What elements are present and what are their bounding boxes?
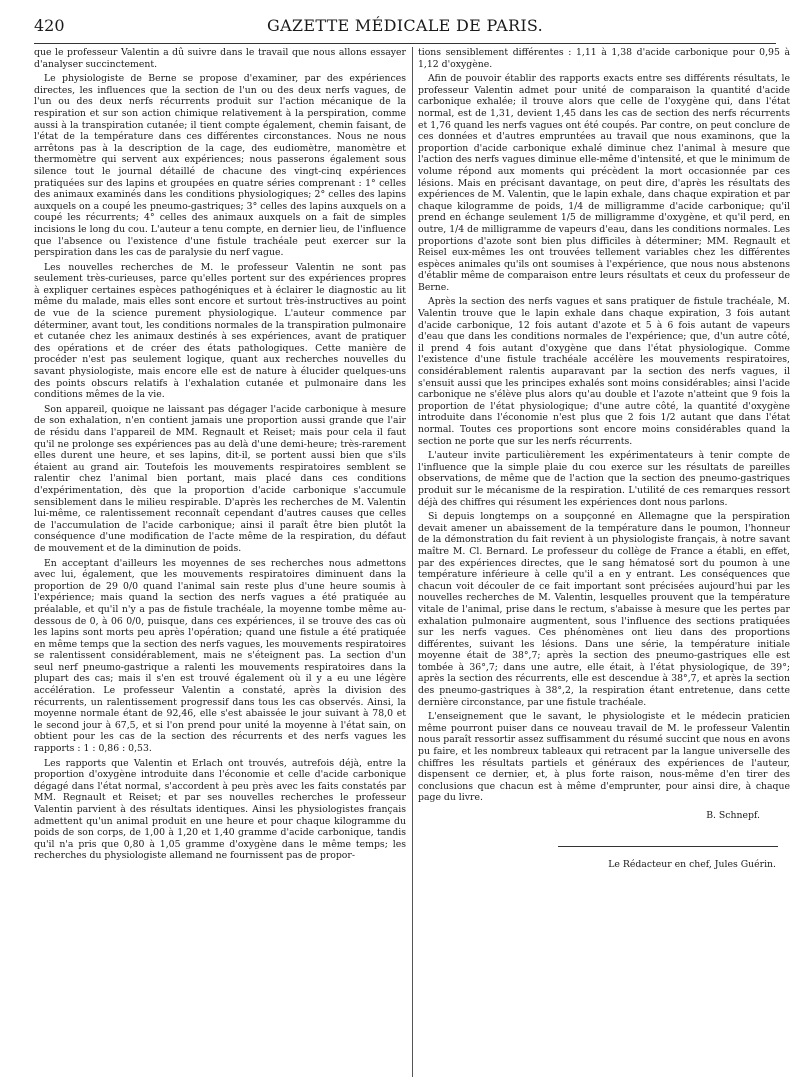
left-column [34,47,406,1077]
author-signature: B. Schnepf. [706,810,760,821]
paragraph: Si depuis longtemps on a soupçonné en Allemagne que la perspiration devait amener un abaissement de la température dans le poumon, l'honneur de la démonstration du fait revient à un physiologiste français, à notre savant maître M. Cl. Bernard. Le professeur du collège de France a établi, en effet, par des expériences directes, que le sang hématosé sort du poumon à une température inférieure à celle qu'il a en y entrant. Les conséquences que chacun voit découler de ce fait important sont précisées aujourd'hui par les nouvelles recherches de M. Valentin, lesquelles prouvent que la température vitale de l'animal, prise dans le rectum, s'abaisse à mesure que les pertes par exhalation pulmonaire augmentent, sous l'influence des sections pratiquées sur les nerfs vagues. Ces phénomènes ont lieu dans des proportions différentes, suivant les lésions. Dans une série, la température initiale moyenne était de 38°,7; après la section des pneumo-gastriques elle est tombée à 36°,7; dans une autre, elle était, à l'état physiologique, de 39°; après la section des récurrents, elle est descendue à 38°,7, et après la section des pneumo-gastriques à 38°,2, la respiration étant entretenue, dans cette dernière circonstance, par une fistule trachéale. [418,511,790,708]
page-header [34,14,776,44]
paragraph: L'enseignement que le savant, le physiologiste et le médecin praticien même pourront puiser dans ce nouveau travail de M. le professeur Valentin nous paraît ressortir assez suffisamment du résumé succint que nous en avons pu faire, et les nombreux tableaux qui retracent par la langue universelle des chiffres les résultats partiels et généraux des expériences de l'auteur, dispensent ce dernier, et, à plus forte raison, nous-même d'en tirer des conclusions que chacun est à même d'emprunter, pour ainsi dire, à chaque page du livre. [418,711,790,804]
paragraph: Les rapports que Valentin et Erlach ont trouvés, autrefois déjà, entre la proportion d'oxygène introduite dans l'économie et celle d'acide carbonique dégagé dans l'état normal, s'accordent à peu près avec les faits constatés par MM. Regnault et Reiset; et par ses nouvelles recherches le professeur Valentin parvient à des résultats identiques. Ainsi les physiologistes français admettent qu'un animal produit en une heure et pour chaque kilogramme du poids de son corps, de 1,00 à 1,20 et 1,40 gramme d'acide carbonique, tandis qu'il n'a pris que 0,80 à 1,05 gramme d'oxygène dans le même temps; les recherches du physiologiste allemand ne fournissent pas de propor- [34,757,406,862]
paragraph: L'auteur invite particulièrement les expérimentateurs à tenir compte de l'influence que la simple plaie du cou exerce sur les résultats de pareilles observations, de même que de l'action que la section des pneumo-gastriques produit sur le mécanisme de la respiration. L'utilité de ces remarques ressort déjà des chiffres qui résument les expériences dont nous parlons. [418,450,790,508]
paragraph: Les nouvelles recherches de M. le professeur Valentin ne sont pas seulement très-curieuses, parce qu'elles portent sur des expériences propres à expliquer certaines espèces pathogéniques et à éclairer le diagnostic au lit même du malade, mais elles sont encore et surtout très-instructives au point de vue de la science purement physiologique. L'auteur commence par déterminer, avant tout, les conditions normales de la transpiration pulmonaire et cutanée chez les animaux destinés à ses expériences, avant de pratiquer des opérations et de créer des états pathologiques. Cette manière de procéder n'est pas seulement logique, quant aux recherches nouvelles du savant physiologiste, mais encore elle est de nature à élucider quelques-uns des points obscurs relatifs à l'exhalation cutanée et pulmonaire dans les conditions mêmes de la vie. [34,261,406,401]
paragraph: Afin de pouvoir établir des rapports exacts entre ses différents résultats, le professeur Valentin admet pour unité de comparaison la quantité d'acide carbonique exhalée; il trouve alors que celle de l'oxygène qui, dans l'état normal, est de 1,31, devient 1,45 dans les cas de section des nerfs récurrents et 1,76 quand les nerfs vagues ont été coupés. Par contre, on peut conclure de ces données et d'autres empruntées au travail que nous examinons, que la proportion d'acide carbonique exhalé diminue chez l'animal à mesure que l'action des nerfs vagues diminue elle-même d'intensité, et que le minimum de volume répond aux moments qui précèdent la mort occasionnée par ces lésions. Mais en précisant davantage, on peut dire, d'après les résultats des expériences de M. Valentin, que le lapin exhale, dans chaque expiration et par chaque kilogramme de poids, 1/4 de milligramme d'acide carbonique; qu'il prend en échange seulement 1/5 de milligramme d'oxygène, et qu'il perd, en outre, 1/4 de milligramme de vapeurs d'eau, dans les conditions normales. Les proportions d'azote sont bien plus difficiles à déterminer; MM. Regnault et Reisel eux-mêmes les ont trouvées tellement variables chez les différentes espèces animales qu'ils ont soumises à l'expérience, que nous nous abstenons d'établir même de comparaison entre leurs résultats et ceux du professeur de Berne. [418,73,790,293]
divider [558,846,778,847]
paragraph: Son appareil, quoique ne laissant pas dégager l'acide carbonique à mesure de son exhalation, n'en contient jamais une proportion aussi grande que l'air de résidu dans l'appareil de MM. Regnault et Reiset; mais pour cela il faut qu'il ne prolonge ses expériences pas au delà d'une demi-heure; très-rarement elles durent une heure, et ses lapins, dit-il, se portent aussi bien que s'ils étaient au grand air. Toutefois les mouvements respiratoires semblent se ralentir chez l'animal bien portant, mais placé dans ces conditions d'expérimentation, dès que la proportion d'acide carbonique s'accumule sensiblement dans le milieu respirable. D'après les recherches de M. Valentin lui-même, ce ralentissement reconnaît cependant d'autres causes que celles de l'accumulation de l'acide carbonique; ainsi il paraît être bien plutôt la conséquence d'une modification de l'acte même de la respiration, du défaut de mouvement et de la diminution de poids. [34,403,406,554]
article-body [34,47,790,1077]
paragraph: que le professeur Valentin a dû suivre dans le travail que nous allons essayer d'analyser succinctement. [34,47,406,70]
running-title: GAZETTE MÉDICALE DE PARIS. [266,16,544,35]
paragraph: Après la section des nerfs vagues et sans pratiquer de fistule trachéale, M. Valentin trouve que le lapin exhale dans chaque expiration, 3 fois autant d'acide carbonique, 12 fois autant d'azote et 5 à 6 fois autant de vapeurs d'eau que dans les conditions normales de l'expérience; que, d'un autre côté, il prend 4 fois autant d'oxygène que dans l'état physiologique. Comme l'existence d'une fistule trachéale accélère les mouvements respiratoires, considérablement ralentis auparavant par la section des nerfs vagues, il s'ensuit aussi que les principes exhalés sont moins considérables; ainsi l'acide carbonique ne s'élève plus alors qu'au double et l'azote n'atteint que 9 fois la proportion de l'état physiologique; d'une autre côté, la quantité d'oxygène introduite dans l'économie n'est plus que 2 fois 1/2 autant que dans l'état normal. Toutes ces proportions sont encore moins considérables quand la section ne porte que sur les nerfs récurrents. [418,296,790,447]
paragraph: tions sensiblement différentes : 1,11 à 1,38 d'acide carbonique pour 0,95 à 1,12 d'oxygène. [418,47,790,70]
editor-line: Le Rédacteur en chef, Jules Guérin. [608,859,776,870]
page-number: 420 [34,16,65,35]
paragraph: Le physiologiste de Berne se propose d'examiner, par des expériences directes, les influences que la section de l'un ou des deux nerfs vagues, de l'un ou des deux nerfs récurrents produit sur l'action mécanique de la respiration et sur son action chimique relativement à la perspiration, comme aussi à la transpiration cutanée; il tient compte également, chemin faisant, de l'état de la température dans ces différentes circonstances. Nous ne nous arrêtons pas à la description de la cage, des eudiomètre, manomètre et thermomètre qui servent aux expériences; nous passerons également sous silence tout le journal détaillé de chacune des vingt-cinq expériences pratiquées sur des lapins et groupées en quatre séries comprenant : 1° celles des animaux examinés dans les conditions physiologiques; 2° celles des lapins auxquels on a coupé les pneumo-gastriques; 3° celles des lapins auxquels on a coupé les récurrents; 4° celles des animaux auxquels on a fait de simples incisions le long du cou. L'auteur a tenu compte, en dernier lieu, de l'influence que l'absence ou l'existence d'une fistule trachéale peut exercer sur la perspiration dans les cas de paralysie du nerf vague. [34,73,406,259]
right-column [418,47,790,1077]
column-divider [412,47,413,1077]
paragraph: En acceptant d'ailleurs les moyennes de ses recherches nous admettons avec lui, également, que les mouvements respiratoires diminuent dans la proportion de 29 0/0 quand l'animal sain reste plus d'une heure soumis à l'expérience; mais quand la section des nerfs vagues a été pratiquée au préalable, et qu'il n'y a pas de fistule trachéale, la moyenne tombe même au-dessous de 0, à 06 0/0, puisque, dans ces expériences, il se trouve des cas où les lapins sont morts peu après l'opération; quand une fistule a été pratiquée en même temps que la section des nerfs vagues, les mouvements respiratoires se ralentissent considérablement, mais ne s'éteignent pas. La section d'un seul nerf pneumo-gastrique a ralenti les mouvements respiratoires dans la plupart des cas; mais il s'en est trouvé également où il y a eu une légère accélération. Le professeur Valentin a constaté, après la division des récurrents, un ralentissement progressif dans tous les cas observés. Ainsi, la moyenne normale étant de 92,46, elle s'est abaissée le jour suivant à 78,0 et le second jour à 67,5, et si l'on prend pour unité la moyenne à l'état sain, on obtient pour les cas de la section des récurrents et des nerfs vagues les rapports : 1 : 0,86 : 0,53. [34,557,406,755]
